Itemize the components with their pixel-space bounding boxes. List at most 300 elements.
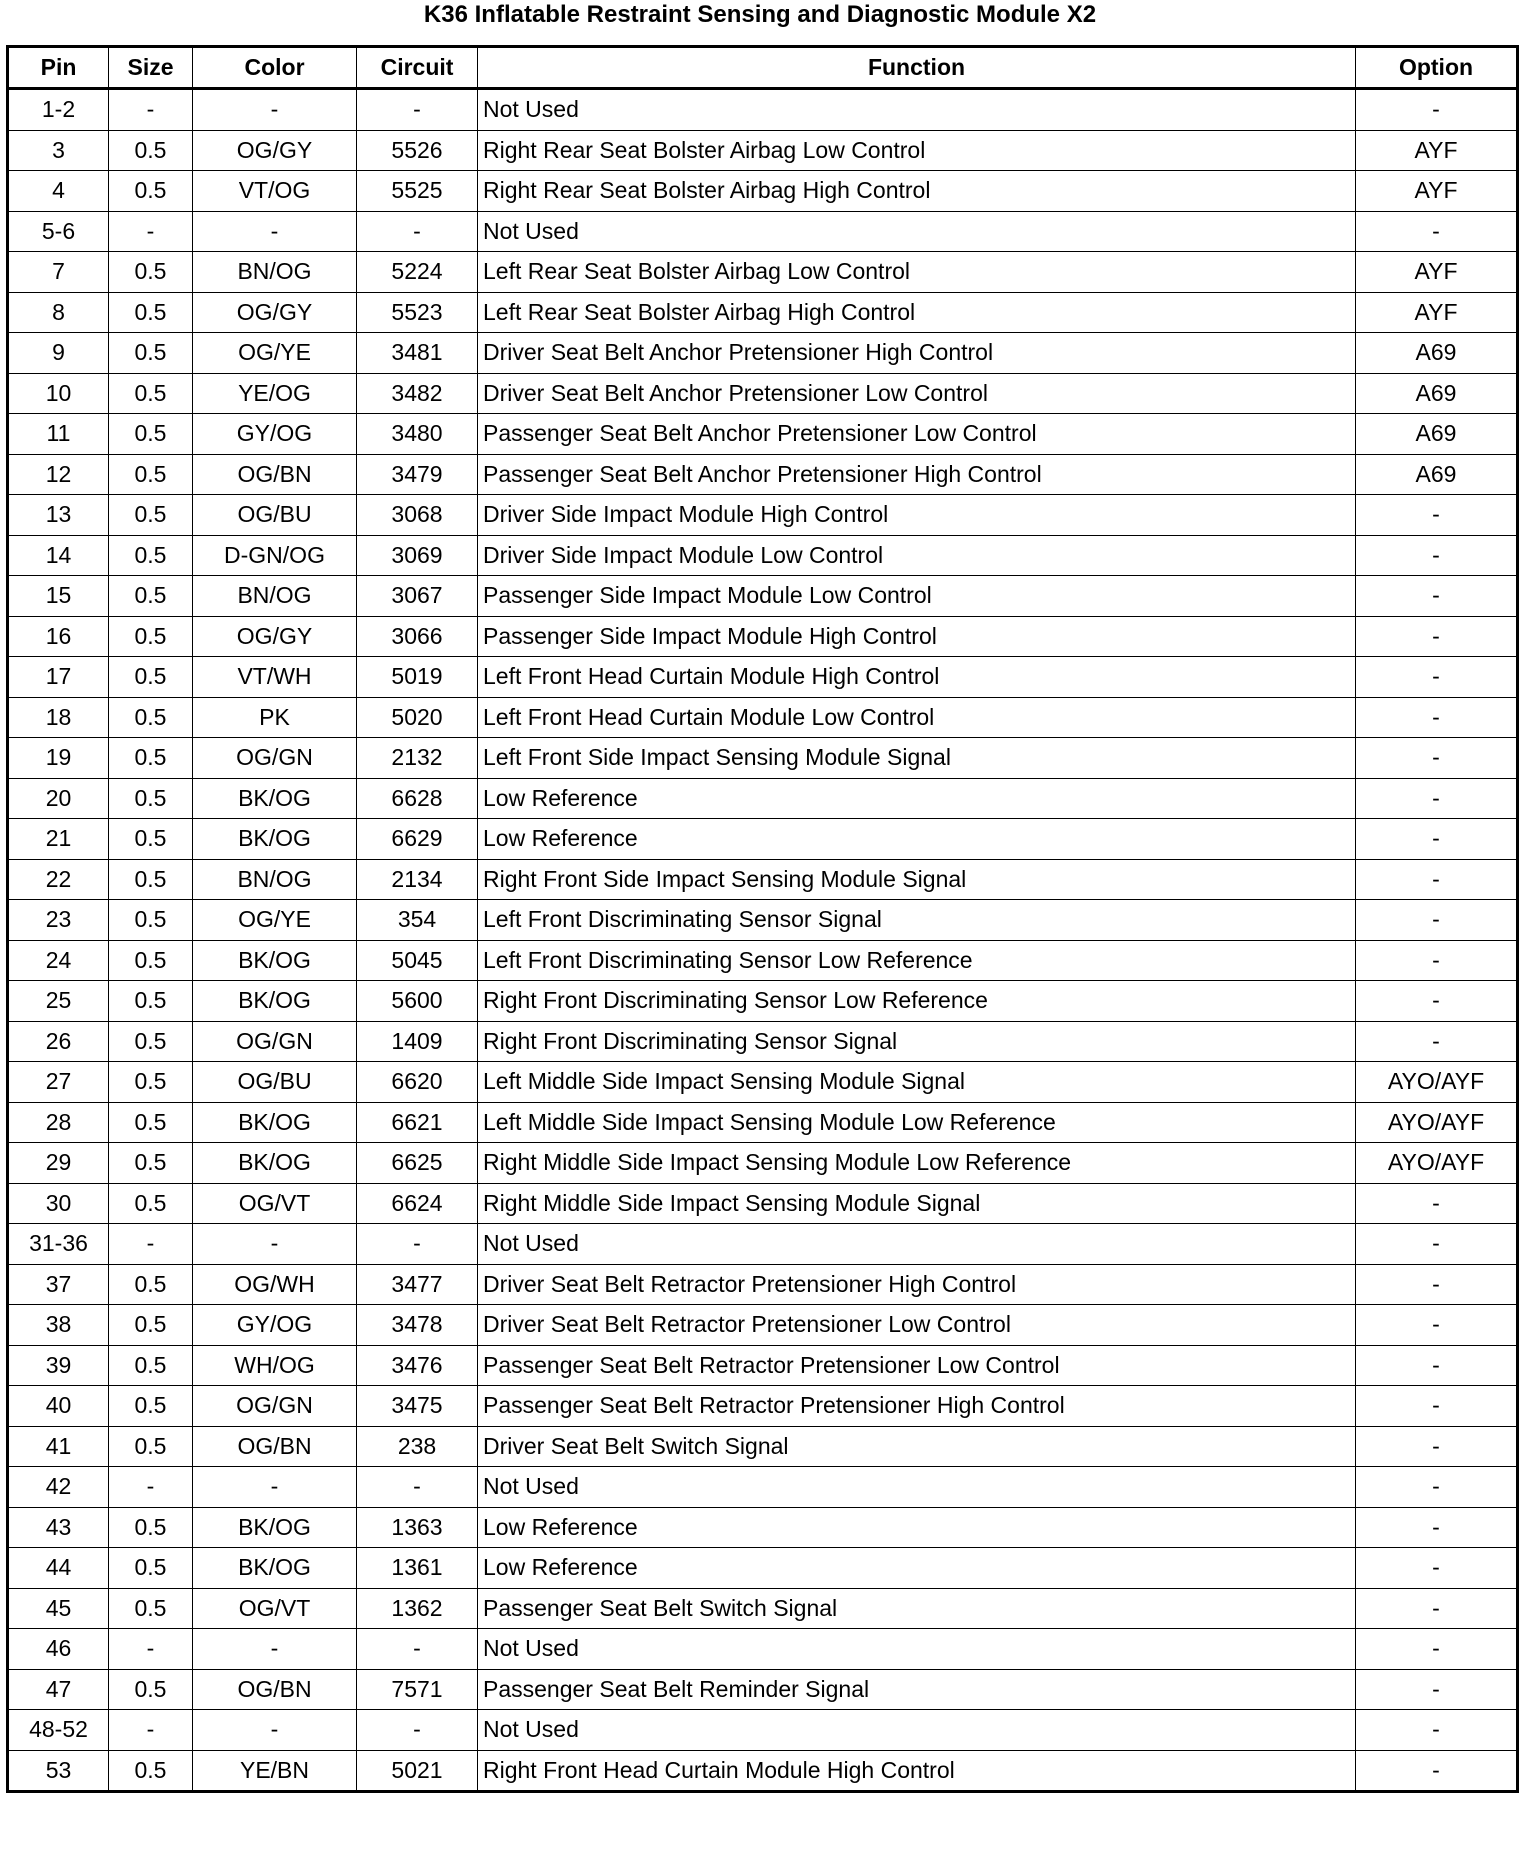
color-cell: BK/OG <box>193 1507 357 1548</box>
circuit-cell: 3475 <box>357 1386 478 1427</box>
option-cell: - <box>1356 1669 1518 1710</box>
pin-cell: 37 <box>8 1264 109 1305</box>
size-cell: 0.5 <box>109 1102 193 1143</box>
size-cell: - <box>109 1710 193 1751</box>
table-row <box>8 333 1518 374</box>
function-cell: Passenger Side Impact Module Low Control <box>478 576 1356 617</box>
circuit-cell: 3482 <box>357 373 478 414</box>
color-cell: OG/GN <box>193 1386 357 1427</box>
table-row <box>8 1750 1518 1792</box>
table-row <box>8 1467 1518 1508</box>
table-row <box>8 859 1518 900</box>
size-cell: - <box>109 1629 193 1670</box>
option-cell: - <box>1356 576 1518 617</box>
table-row <box>8 616 1518 657</box>
pin-cell: 24 <box>8 940 109 981</box>
size-cell: 0.5 <box>109 657 193 698</box>
circuit-cell: - <box>357 1467 478 1508</box>
size-cell: 0.5 <box>109 940 193 981</box>
color-cell: BK/OG <box>193 1102 357 1143</box>
circuit-cell: 5045 <box>357 940 478 981</box>
circuit-cell: 354 <box>357 900 478 941</box>
size-cell: 0.5 <box>109 900 193 941</box>
circuit-cell: 5525 <box>357 171 478 212</box>
table-row <box>8 1588 1518 1629</box>
function-cell: Left Front Head Curtain Module High Control <box>478 657 1356 698</box>
function-cell: Not Used <box>478 89 1356 131</box>
pin-cell: 12 <box>8 454 109 495</box>
function-cell: Not Used <box>478 1629 1356 1670</box>
circuit-cell: 238 <box>357 1426 478 1467</box>
option-cell: A69 <box>1356 333 1518 374</box>
table-row <box>8 1062 1518 1103</box>
size-cell: 0.5 <box>109 1426 193 1467</box>
option-cell: - <box>1356 1750 1518 1792</box>
circuit-cell: 3480 <box>357 414 478 455</box>
size-cell: 0.5 <box>109 373 193 414</box>
circuit-cell: - <box>357 1629 478 1670</box>
option-cell: - <box>1356 616 1518 657</box>
option-cell: - <box>1356 1710 1518 1751</box>
table-body <box>8 89 1518 1792</box>
header-color: Color <box>193 47 357 89</box>
table-row <box>8 1386 1518 1427</box>
pin-cell: 29 <box>8 1143 109 1184</box>
circuit-cell: - <box>357 211 478 252</box>
color-cell: PK <box>193 697 357 738</box>
option-cell: A69 <box>1356 454 1518 495</box>
color-cell: GY/OG <box>193 414 357 455</box>
pin-cell: 22 <box>8 859 109 900</box>
size-cell: 0.5 <box>109 738 193 779</box>
function-cell: Left Front Side Impact Sensing Module Signal <box>478 738 1356 779</box>
table-row <box>8 1629 1518 1670</box>
function-cell: Driver Seat Belt Retractor Pretensioner High Control <box>478 1264 1356 1305</box>
option-cell: - <box>1356 738 1518 779</box>
color-cell: OG/GY <box>193 130 357 171</box>
circuit-cell: 6621 <box>357 1102 478 1143</box>
table-row <box>8 130 1518 171</box>
header-function: Function <box>478 47 1356 89</box>
pin-cell: 10 <box>8 373 109 414</box>
color-cell: - <box>193 1467 357 1508</box>
function-cell: Left Middle Side Impact Sensing Module Signal <box>478 1062 1356 1103</box>
table-row <box>8 1224 1518 1265</box>
table-row <box>8 1507 1518 1548</box>
option-cell: - <box>1356 211 1518 252</box>
option-cell: - <box>1356 1183 1518 1224</box>
pin-cell: 43 <box>8 1507 109 1548</box>
option-cell: - <box>1356 657 1518 698</box>
function-cell: Left Front Discriminating Sensor Low Reference <box>478 940 1356 981</box>
color-cell: BN/OG <box>193 252 357 293</box>
color-cell: BK/OG <box>193 981 357 1022</box>
pin-cell: 40 <box>8 1386 109 1427</box>
pin-cell: 30 <box>8 1183 109 1224</box>
pin-cell: 14 <box>8 535 109 576</box>
pin-cell: 8 <box>8 292 109 333</box>
pin-cell: 1-2 <box>8 89 109 131</box>
color-cell: BK/OG <box>193 1548 357 1589</box>
size-cell: 0.5 <box>109 1750 193 1792</box>
size-cell: 0.5 <box>109 981 193 1022</box>
function-cell: Driver Seat Belt Retractor Pretensioner Low Control <box>478 1305 1356 1346</box>
function-cell: Passenger Seat Belt Retractor Pretensioner High Control <box>478 1386 1356 1427</box>
pin-cell: 38 <box>8 1305 109 1346</box>
size-cell: 0.5 <box>109 130 193 171</box>
table-row <box>8 211 1518 252</box>
size-cell: 0.5 <box>109 1264 193 1305</box>
function-cell: Driver Side Impact Module High Control <box>478 495 1356 536</box>
pin-cell: 3 <box>8 130 109 171</box>
header-size: Size <box>109 47 193 89</box>
function-cell: Right Front Head Curtain Module High Control <box>478 1750 1356 1792</box>
table-row <box>8 1669 1518 1710</box>
function-cell: Passenger Seat Belt Switch Signal <box>478 1588 1356 1629</box>
option-cell: - <box>1356 535 1518 576</box>
circuit-cell: 2132 <box>357 738 478 779</box>
circuit-cell: 3069 <box>357 535 478 576</box>
circuit-cell: 6620 <box>357 1062 478 1103</box>
header-option: Option <box>1356 47 1518 89</box>
table-row <box>8 1345 1518 1386</box>
function-cell: Right Front Discriminating Sensor Low Reference <box>478 981 1356 1022</box>
pin-cell: 15 <box>8 576 109 617</box>
circuit-cell: 5523 <box>357 292 478 333</box>
pin-cell: 13 <box>8 495 109 536</box>
table-row <box>8 89 1518 131</box>
option-cell: - <box>1356 1629 1518 1670</box>
table-row <box>8 252 1518 293</box>
option-cell: AYO/AYF <box>1356 1102 1518 1143</box>
option-cell: - <box>1356 940 1518 981</box>
size-cell: 0.5 <box>109 778 193 819</box>
circuit-cell: 6624 <box>357 1183 478 1224</box>
circuit-cell: - <box>357 1224 478 1265</box>
pin-cell: 26 <box>8 1021 109 1062</box>
function-cell: Passenger Seat Belt Anchor Pretensioner Low Control <box>478 414 1356 455</box>
color-cell: VT/OG <box>193 171 357 212</box>
size-cell: 0.5 <box>109 333 193 374</box>
circuit-cell: 6628 <box>357 778 478 819</box>
pin-cell: 17 <box>8 657 109 698</box>
option-cell: - <box>1356 981 1518 1022</box>
table-row <box>8 1264 1518 1305</box>
table-row <box>8 373 1518 414</box>
table-row <box>8 1710 1518 1751</box>
size-cell: 0.5 <box>109 495 193 536</box>
table-row <box>8 414 1518 455</box>
color-cell: BK/OG <box>193 778 357 819</box>
size-cell: - <box>109 1467 193 1508</box>
circuit-cell: 1363 <box>357 1507 478 1548</box>
table-row <box>8 576 1518 617</box>
size-cell: 0.5 <box>109 1386 193 1427</box>
function-cell: Not Used <box>478 1710 1356 1751</box>
pin-cell: 28 <box>8 1102 109 1143</box>
function-cell: Left Front Head Curtain Module Low Control <box>478 697 1356 738</box>
pin-cell: 42 <box>8 1467 109 1508</box>
color-cell: D-GN/OG <box>193 535 357 576</box>
option-cell: AYF <box>1356 130 1518 171</box>
table-row <box>8 738 1518 779</box>
color-cell: - <box>193 1710 357 1751</box>
header-row <box>8 47 1518 89</box>
size-cell: 0.5 <box>109 1143 193 1184</box>
circuit-cell: 1361 <box>357 1548 478 1589</box>
color-cell: OG/GN <box>193 1021 357 1062</box>
pinout-table <box>6 45 1519 1793</box>
color-cell: OG/YE <box>193 900 357 941</box>
size-cell: 0.5 <box>109 1588 193 1629</box>
color-cell: YE/OG <box>193 373 357 414</box>
function-cell: Driver Seat Belt Anchor Pretensioner Low Control <box>478 373 1356 414</box>
table-row <box>8 940 1518 981</box>
option-cell: - <box>1356 859 1518 900</box>
color-cell: YE/BN <box>193 1750 357 1792</box>
option-cell: AYF <box>1356 252 1518 293</box>
size-cell: 0.5 <box>109 1507 193 1548</box>
circuit-cell: 5600 <box>357 981 478 1022</box>
circuit-cell: 3066 <box>357 616 478 657</box>
pin-cell: 47 <box>8 1669 109 1710</box>
function-cell: Low Reference <box>478 1507 1356 1548</box>
circuit-cell: 5526 <box>357 130 478 171</box>
table-row <box>8 1548 1518 1589</box>
color-cell: OG/BU <box>193 495 357 536</box>
table-row <box>8 1102 1518 1143</box>
function-cell: Right Middle Side Impact Sensing Module Signal <box>478 1183 1356 1224</box>
function-cell: Passenger Seat Belt Retractor Pretensioner Low Control <box>478 1345 1356 1386</box>
pin-cell: 48-52 <box>8 1710 109 1751</box>
color-cell: OG/BN <box>193 1426 357 1467</box>
color-cell: GY/OG <box>193 1305 357 1346</box>
option-cell: - <box>1356 1426 1518 1467</box>
size-cell: 0.5 <box>109 414 193 455</box>
size-cell: 0.5 <box>109 1669 193 1710</box>
circuit-cell: 6629 <box>357 819 478 860</box>
option-cell: - <box>1356 819 1518 860</box>
table-row <box>8 697 1518 738</box>
circuit-cell: 1362 <box>357 1588 478 1629</box>
size-cell: 0.5 <box>109 454 193 495</box>
size-cell: - <box>109 89 193 131</box>
option-cell: - <box>1356 89 1518 131</box>
option-cell: AYF <box>1356 171 1518 212</box>
function-cell: Left Rear Seat Bolster Airbag High Control <box>478 292 1356 333</box>
table-row <box>8 495 1518 536</box>
option-cell: - <box>1356 900 1518 941</box>
circuit-cell: 3481 <box>357 333 478 374</box>
option-cell: A69 <box>1356 373 1518 414</box>
option-cell: - <box>1356 697 1518 738</box>
color-cell: BK/OG <box>193 940 357 981</box>
size-cell: 0.5 <box>109 576 193 617</box>
table-row <box>8 900 1518 941</box>
table-row <box>8 1183 1518 1224</box>
table-row <box>8 1143 1518 1184</box>
option-cell: - <box>1356 778 1518 819</box>
size-cell: 0.5 <box>109 1548 193 1589</box>
function-cell: Passenger Side Impact Module High Control <box>478 616 1356 657</box>
circuit-cell: 3068 <box>357 495 478 536</box>
size-cell: 0.5 <box>109 1345 193 1386</box>
pin-cell: 41 <box>8 1426 109 1467</box>
circuit-cell: 3478 <box>357 1305 478 1346</box>
header-pin: Pin <box>8 47 109 89</box>
color-cell: VT/WH <box>193 657 357 698</box>
function-cell: Low Reference <box>478 1548 1356 1589</box>
function-cell: Passenger Seat Belt Anchor Pretensioner High Control <box>478 454 1356 495</box>
color-cell: OG/GY <box>193 616 357 657</box>
option-cell: - <box>1356 1507 1518 1548</box>
table-row <box>8 657 1518 698</box>
function-cell: Right Front Side Impact Sensing Module Signal <box>478 859 1356 900</box>
function-cell: Right Middle Side Impact Sensing Module Low Reference <box>478 1143 1356 1184</box>
function-cell: Driver Side Impact Module Low Control <box>478 535 1356 576</box>
option-cell: - <box>1356 1305 1518 1346</box>
function-cell: Left Middle Side Impact Sensing Module Low Reference <box>478 1102 1356 1143</box>
size-cell: 0.5 <box>109 819 193 860</box>
color-cell: WH/OG <box>193 1345 357 1386</box>
color-cell: OG/GY <box>193 292 357 333</box>
color-cell: - <box>193 211 357 252</box>
color-cell: OG/WH <box>193 1264 357 1305</box>
circuit-cell: 3476 <box>357 1345 478 1386</box>
circuit-cell: 5019 <box>357 657 478 698</box>
pin-cell: 45 <box>8 1588 109 1629</box>
option-cell: - <box>1356 1345 1518 1386</box>
pin-cell: 7 <box>8 252 109 293</box>
size-cell: - <box>109 1224 193 1265</box>
color-cell: OG/BU <box>193 1062 357 1103</box>
function-cell: Driver Seat Belt Switch Signal <box>478 1426 1356 1467</box>
circuit-cell: 5224 <box>357 252 478 293</box>
pin-cell: 5-6 <box>8 211 109 252</box>
color-cell: OG/BN <box>193 454 357 495</box>
pin-cell: 18 <box>8 697 109 738</box>
color-cell: OG/BN <box>193 1669 357 1710</box>
header-circuit: Circuit <box>357 47 478 89</box>
color-cell: OG/GN <box>193 738 357 779</box>
size-cell: 0.5 <box>109 697 193 738</box>
pin-cell: 27 <box>8 1062 109 1103</box>
function-cell: Right Rear Seat Bolster Airbag High Control <box>478 171 1356 212</box>
size-cell: 0.5 <box>109 171 193 212</box>
circuit-cell: 7571 <box>357 1669 478 1710</box>
option-cell: - <box>1356 1548 1518 1589</box>
pin-cell: 4 <box>8 171 109 212</box>
option-cell: - <box>1356 1386 1518 1427</box>
option-cell: AYF <box>1356 292 1518 333</box>
pin-cell: 25 <box>8 981 109 1022</box>
circuit-cell: 5021 <box>357 1750 478 1792</box>
option-cell: AYO/AYF <box>1356 1062 1518 1103</box>
table-row <box>8 171 1518 212</box>
option-cell: - <box>1356 1588 1518 1629</box>
table-row <box>8 1021 1518 1062</box>
size-cell: 0.5 <box>109 252 193 293</box>
table-row <box>8 454 1518 495</box>
option-cell: - <box>1356 1467 1518 1508</box>
circuit-cell: 3067 <box>357 576 478 617</box>
color-cell: - <box>193 89 357 131</box>
function-cell: Right Rear Seat Bolster Airbag Low Control <box>478 130 1356 171</box>
table-row <box>8 292 1518 333</box>
function-cell: Not Used <box>478 1467 1356 1508</box>
table-row <box>8 981 1518 1022</box>
table-row <box>8 1426 1518 1467</box>
table-row <box>8 535 1518 576</box>
option-cell: - <box>1356 495 1518 536</box>
circuit-cell: 5020 <box>357 697 478 738</box>
circuit-cell: 3479 <box>357 454 478 495</box>
size-cell: 0.5 <box>109 1183 193 1224</box>
color-cell: - <box>193 1224 357 1265</box>
function-cell: Low Reference <box>478 778 1356 819</box>
size-cell: 0.5 <box>109 1062 193 1103</box>
circuit-cell: 3477 <box>357 1264 478 1305</box>
option-cell: - <box>1356 1224 1518 1265</box>
document-title: K36 Inflatable Restraint Sensing and Diagnostic Module X2 <box>423 1 1097 28</box>
function-cell: Not Used <box>478 1224 1356 1265</box>
table-row <box>8 1305 1518 1346</box>
function-cell: Left Front Discriminating Sensor Signal <box>478 900 1356 941</box>
option-cell: - <box>1356 1021 1518 1062</box>
size-cell: 0.5 <box>109 292 193 333</box>
circuit-cell: 1409 <box>357 1021 478 1062</box>
pin-cell: 9 <box>8 333 109 374</box>
color-cell: BK/OG <box>193 1143 357 1184</box>
pin-cell: 21 <box>8 819 109 860</box>
color-cell: OG/VT <box>193 1183 357 1224</box>
size-cell: - <box>109 211 193 252</box>
option-cell: A69 <box>1356 414 1518 455</box>
pin-cell: 16 <box>8 616 109 657</box>
function-cell: Passenger Seat Belt Reminder Signal <box>478 1669 1356 1710</box>
function-cell: Left Rear Seat Bolster Airbag Low Control <box>478 252 1356 293</box>
pin-cell: 31-36 <box>8 1224 109 1265</box>
pin-cell: 19 <box>8 738 109 779</box>
option-cell: AYO/AYF <box>1356 1143 1518 1184</box>
pin-cell: 46 <box>8 1629 109 1670</box>
color-cell: OG/VT <box>193 1588 357 1629</box>
table-row <box>8 819 1518 860</box>
color-cell: - <box>193 1629 357 1670</box>
function-cell: Low Reference <box>478 819 1356 860</box>
option-cell: - <box>1356 1264 1518 1305</box>
pin-cell: 11 <box>8 414 109 455</box>
size-cell: 0.5 <box>109 1305 193 1346</box>
pin-cell: 53 <box>8 1750 109 1792</box>
size-cell: 0.5 <box>109 1021 193 1062</box>
circuit-cell: 2134 <box>357 859 478 900</box>
size-cell: 0.5 <box>109 535 193 576</box>
color-cell: BN/OG <box>193 859 357 900</box>
color-cell: OG/YE <box>193 333 357 374</box>
size-cell: 0.5 <box>109 859 193 900</box>
circuit-cell: - <box>357 1710 478 1751</box>
table-row <box>8 778 1518 819</box>
size-cell: 0.5 <box>109 616 193 657</box>
pin-cell: 20 <box>8 778 109 819</box>
circuit-cell: 6625 <box>357 1143 478 1184</box>
circuit-cell: - <box>357 89 478 131</box>
function-cell: Right Front Discriminating Sensor Signal <box>478 1021 1356 1062</box>
pin-cell: 39 <box>8 1345 109 1386</box>
pin-cell: 23 <box>8 900 109 941</box>
color-cell: BK/OG <box>193 819 357 860</box>
